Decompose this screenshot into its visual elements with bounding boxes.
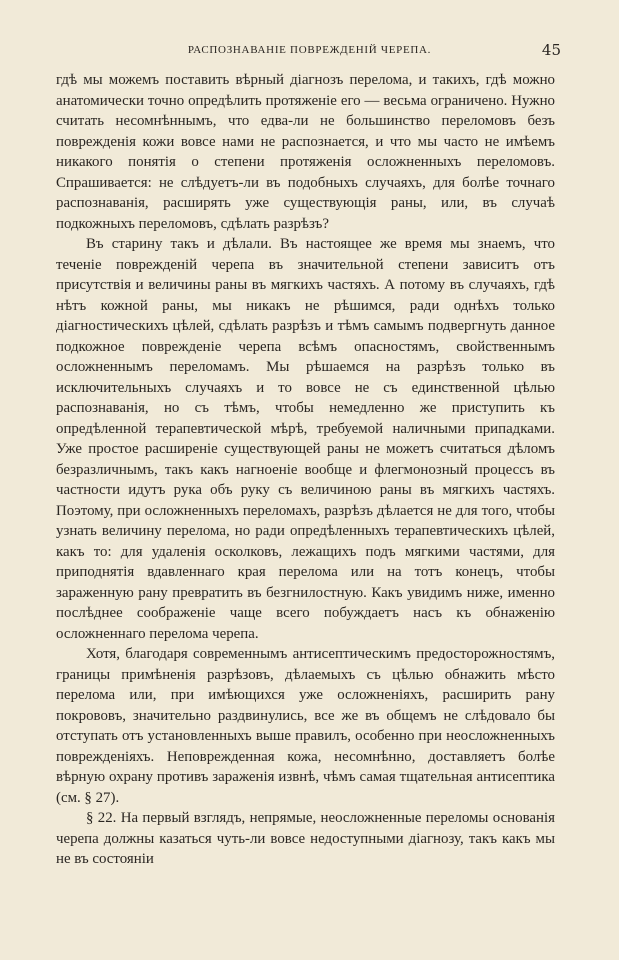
page-header [58, 41, 561, 64]
page-number: 45 [541, 41, 561, 59]
running-title: РАСПОЗНАВАНІЕ ПОВРЕЖДЕНІЙ ЧЕРЕПА. [187, 44, 432, 56]
paragraph: Въ старину такъ и дѣлали. Въ настоящее же время мы знаемъ, что теченіе поврежденій черепа въ значительной степени зависитъ отъ присутствія и величины раны въ мягкихъ частяхъ. А потому въ случаяхъ, гдѣ нѣтъ кожной раны, мы никакъ не рѣшимся, ради однѣхъ только діагностическихъ цѣлей, сдѣлать разрѣзъ и тѣмъ самымъ подвергнуть данное подкожное поврежденіе черепа всѣмъ опасностямъ, свойственнымъ осложненнымъ переломамъ. Мы рѣшаемся на разрѣзъ только въ исключительныхъ случаяхъ и то вовсе не съ единственной цѣлью распознаванія, но съ тѣмъ, чтобы немедленно же приступить къ опредѣленной терапевтической мѣрѣ, требуемой наличными припадками. Уже простое расширеніе существующей раны не можетъ считаться дѣломъ безразличнымъ, такъ какъ нагноеніе вообще и флегмонозный процессъ въ частности идутъ рука объ руку съ величиною раны въ мягкихъ частяхъ. Поэтому, при осложненныхъ переломахъ, разрѣзъ дѣлается не для того, чтобы узнать величину перелома, но ради опредѣленныхъ терапевтическихъ цѣлей, какъ то: для удаленія осколковъ, лежащихъ подъ мягкими частями, для приподнятія вдавленнаго края перелома или на тотъ конецъ, чтобы зараженную рану превратить въ безгнилостную. Какъ увидимъ ниже, именно послѣднее соображеніе чаще всего побуждаетъ насъ къ обнаженію осложненнаго перелома черепа. [56, 236, 555, 642]
paragraph-continued: гдѣ мы можемъ поставить вѣрный діагнозъ перелома, и такихъ, гдѣ можно анатомически точно опредѣлить протяженіе его — весьма ограничено. Нужно считать несомнѣннымъ, что едва-ли не большинство переломовъ безъ поврежденія кожи вовсе нами не распознается, и что мы часто не имѣемъ никакого понятія о степени протяженія осложненныхъ переломовъ. Спрашивается: не слѣдуетъ-ли въ подобныхъ случаяхъ, для болѣе точнаго распознаванія, расширять уже существующія раны, или, въ случаѣ подкожныхъ переломовъ, сдѣлать разрѣзъ? [56, 72, 555, 232]
section-paragraph: § 22. На первый взглядъ, непрямые, неосложненные переломы основанія черепа должны казаться чуть-ли вовсе недоступными діагнозу, такъ какъ мы не въ состояніи [56, 810, 555, 867]
page-body [56, 70, 555, 870]
paragraph: Хотя, благодаря современнымъ антисептическимъ предосторожностямъ, границы примѣненія разрѣзовъ, дѣлаемыхъ съ цѣлью обнажить мѣсто перелома или, при имѣющихся уже осложненіяхъ, расширить рану покрововъ, значительно раздвинулись, все же въ общемъ не слѣдовало бы отступать отъ установленныхъ выше правилъ, особенно при неосложненныхъ поврежденіяхъ. Неповрежденная кожа, несомнѣнно, доставляетъ болѣе вѣрную охрану противъ зараженія извнѣ, чѣмъ самая тщательная антисептика (см. § 27). [56, 646, 555, 806]
